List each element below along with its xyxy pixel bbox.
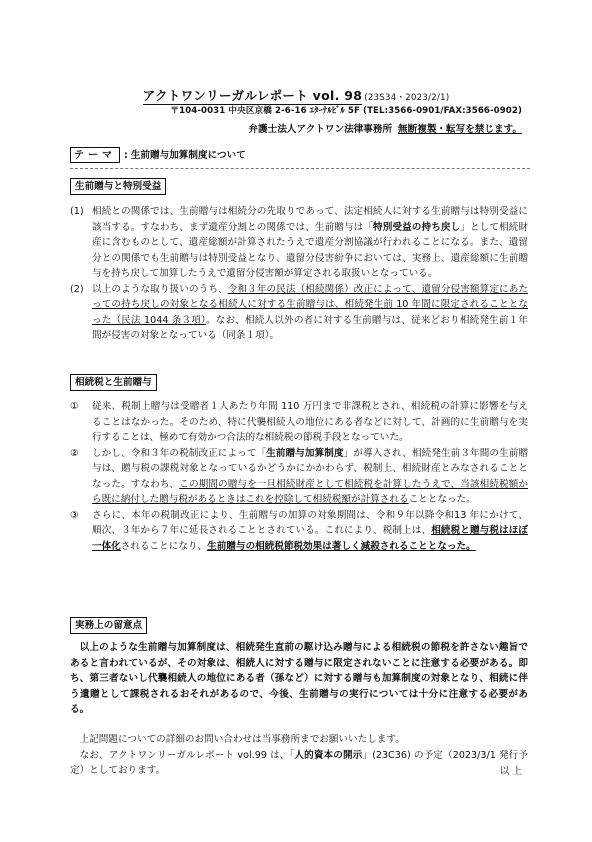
firm-line — [248, 122, 522, 138]
closing-block — [70, 732, 528, 779]
text-run: さらに、本年の税制改正により、生前贈与の加算の対象期間は、令和９年以降令和13 年にかけて、順次、３年から７年に延長されることとされている。これにより、税制上は、 — [92, 509, 528, 536]
section1-item-2 — [70, 282, 528, 344]
text-run: 相続との関係では、生前贈与は相続分の先取りであって、法定相続人に対する生前贈与は特別受益に該当する。すなわち、まず遺産分割との関係では、生前贈与は「 — [92, 206, 528, 233]
practical-notes-text — [70, 640, 528, 718]
emphasis-run: 特別受益の持ち戻し — [373, 221, 461, 233]
text-run: 」が導入され、相続発生前３年間の生前贈与は、贈与税の課税対象となっているかどうかにかかわらず、税制上、相続財産とみなされることとなった。すなわち、 — [92, 447, 529, 490]
firm-address: 〒104-0031 中央区京橋 2-6-16 ｴﾀｰﾅﾙﾋﾞﾙ 5F (TEL:3566-0901/FAX:3566-0902) — [170, 106, 522, 116]
theme-title — [124, 148, 246, 164]
item-number: (1) — [70, 206, 84, 217]
text-run: 。なお、相続人以外の者に対する生前贈与は、従来どおり相続発生前１年間が侵害の対象となっている（同条１項）。 — [92, 314, 528, 341]
closing-contact: 上記問題についての詳細のお問い合わせは当事務所までお願いいたします。 — [79, 734, 405, 745]
section1-item-1-text — [92, 204, 528, 282]
text-run: しかし、令和３年の税制改正によって「 — [92, 447, 267, 459]
firm-name: 弁護士法人アクトワン法律事務所 — [248, 124, 393, 135]
section2-item-1 — [70, 399, 528, 446]
section-heading-inheritance-tax: 相続税と生前贈与 — [70, 374, 157, 391]
practical-notes-paragraph: 以上のような生前贈与加算制度は、相続発生直前の駆け込み贈与による相続税の節税を許さない趣旨であると言われているが、その対象は、相続人に対する贈与に限定されないことに注意する必要がある。即ち、第三者ないし代襲相続人の地位にある者（孫など）に対する贈与も加算制度の対象となり、相続に伴う遺贈として課税されるおそれがあるので、今後、生前贈与の実行については十分に注意する必要がある。 — [70, 642, 528, 715]
section1-item-1 — [70, 204, 528, 282]
text-run: されることになり、 — [120, 540, 208, 552]
underlined-run: 生前贈与の相続税節税効果は著しく減殺されることとなった。 — [207, 540, 476, 552]
section2-item-3 — [70, 508, 528, 555]
text-run: 」として相続財産に含むものとして、遺産総額が計算されたうえで遺産分割協議が行われることになる。また、遺留分との関係でも生前贈与は特別受益となり、遺留分侵害紛争においては、実務上、遺産総額に生前贈与を持ち戻して加算したうえで遺留分侵害額が算定される取扱いとなっている。 — [92, 221, 529, 279]
theme-divider — [70, 168, 530, 169]
text-run: 以上のような取り扱いのうち、 — [92, 283, 228, 295]
underlined-run: 令和３年の民法（相続関係）改正によって、遺留分侵害額算定にあたっての持ち戻しの対象となる相続人に対する生前贈与は、相続発生前 10 年間に限定されることとなった（民法 1044 条３項） — [92, 283, 528, 326]
closing-next-issue — [70, 748, 528, 779]
copyright-notice: 無断複製・転写を禁じます。 — [398, 124, 522, 135]
item-number: ① — [70, 401, 79, 412]
report-title-sub: (23S34・2023/2/1) — [364, 93, 450, 103]
closing-end-mark: 以 上 — [499, 766, 522, 777]
section-inheritance-tax — [70, 399, 528, 554]
section-heading-gift-special-benefit: 生前贈与と特別受益 — [70, 178, 166, 195]
item-number: ③ — [70, 509, 79, 521]
section1-item-2-text — [92, 282, 528, 344]
text-run: 」(23C36) の予定（2023/3/1 発行予定）としております。 — [70, 749, 528, 776]
theme-text: 生前贈与加算制度について — [130, 150, 246, 161]
section-gift-special-benefit — [70, 204, 528, 344]
underlined-run: この期間の贈与を一旦相続財産として相続税を計算したうえで、当該相続税額から既に納付した贈与税があるときはこれを控除して相続税額が計算される — [92, 478, 529, 505]
theme-colon: : — [124, 150, 128, 161]
section2-item-2 — [70, 446, 528, 508]
section-heading-practical-notes: 実務上の留意点 — [70, 617, 147, 634]
section2-item-3-text — [92, 508, 528, 555]
emphasis-run: 人的資本の開示 — [294, 749, 363, 761]
report-title-main: アクトワンリーガルレポート vol. 98 — [142, 88, 363, 103]
item-number: ② — [70, 447, 79, 459]
text-run: なお、アクトワンリーガルレポート vol.99 は、「 — [79, 749, 295, 761]
emphasis-run: 生前贈与加算制度 — [266, 447, 344, 459]
theme-label: テーマ — [70, 147, 120, 163]
item-number: (2) — [70, 283, 84, 295]
underlined-run: 相続税と贈与税はほぼ一体化 — [92, 525, 529, 552]
section2-item-1-text: 従来、税制上贈与は受贈者１人あたり年間 110 万円まで非課税とされ、相続税の計算に影響を与えることはなかった。そのため、特に代襲相続人の地位にある者などに対して、計画的に生前贈与を実行することは、極めて有効かつ合法的な相続税の節税手段となっていた。 — [92, 401, 528, 443]
text-run: こととなった。 — [408, 494, 476, 505]
section2-item-2-text — [92, 446, 528, 508]
